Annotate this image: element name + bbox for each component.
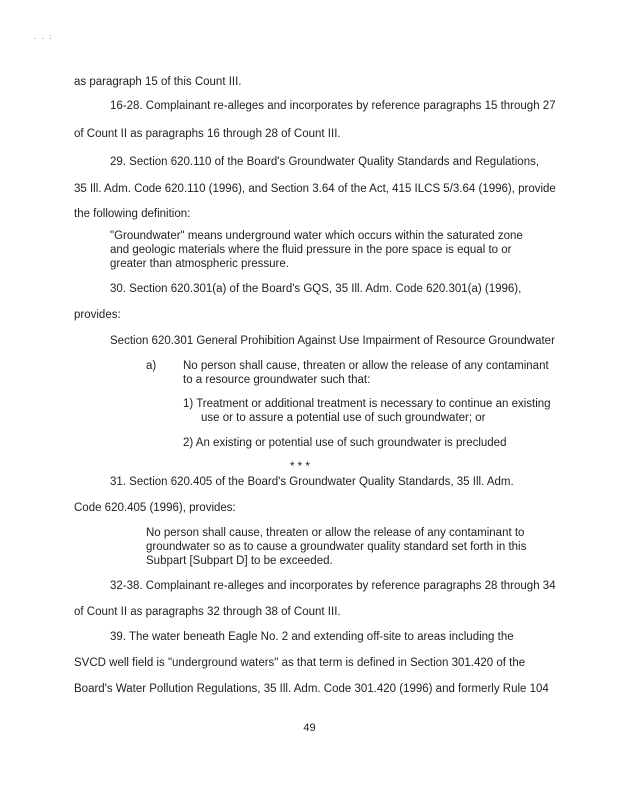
- text-line: use or to assure a potential use of such groundwater; or: [201, 412, 486, 424]
- corner-marks: . . :: [34, 34, 54, 41]
- text-line: provides:: [74, 309, 121, 321]
- text-line: 31. Section 620.405 of the Board's Groundwater Quality Standards, 35 Ill. Adm.: [110, 476, 514, 488]
- text-line: 30. Section 620.301(a) of the Board's GQS, 35 Ill. Adm. Code 620.301(a) (1996),: [110, 283, 522, 295]
- text-line: 32-38. Complainant re-alleges and incorporates by reference paragraphs 28 through 34: [110, 580, 556, 592]
- text-line: 1) Treatment or additional treatment is necessary to continue an existing: [183, 398, 551, 410]
- text-line: "Groundwater" means underground water which occurs within the saturated zone: [110, 230, 523, 242]
- text-line: SVCD well field is "underground waters" as that term is defined in Section 301.420 of the: [74, 657, 526, 669]
- text-line: Code 620.405 (1996), provides:: [74, 502, 236, 514]
- text-line: of Count II as paragraphs 16 through 28 of Count III.: [74, 128, 341, 140]
- text-line: greater than atmospheric pressure.: [110, 258, 289, 270]
- text-line: a): [146, 360, 157, 372]
- text-line: 35 Ill. Adm. Code 620.110 (1996), and Section 3.64 of the Act, 415 ILCS 5/3.64 (1996), provide: [74, 183, 556, 195]
- text-line: of Count II as paragraphs 32 through 38 of Count III.: [74, 606, 341, 618]
- text-line: Board's Water Pollution Regulations, 35 Ill. Adm. Code 301.420 (1996) and formerly Rule 104: [74, 683, 549, 695]
- page-number: 49: [303, 722, 316, 734]
- text-line: the following definition:: [74, 208, 191, 220]
- text-line: Section 620.301 General Prohibition Against Use Impairment of Resource Groundwater: [110, 335, 555, 347]
- text-line: 2) An existing or potential use of such groundwater is precluded: [183, 437, 507, 449]
- text-line: 39. The water beneath Eagle No. 2 and extending off-site to areas including the: [110, 631, 514, 643]
- text-line: as paragraph 15 of this Count III.: [74, 76, 242, 88]
- text-line: to a resource groundwater such that:: [183, 374, 371, 386]
- text-line: 29. Section 620.110 of the Board's Groundwater Quality Standards and Regulations,: [110, 156, 540, 168]
- text-line: Subpart [Subpart D] to be exceeded.: [146, 555, 333, 567]
- text-line: No person shall cause, threaten or allow the release of any contaminant: [183, 360, 549, 372]
- text-line: 16-28. Complainant re-alleges and incorporates by reference paragraphs 15 through 27: [110, 100, 556, 112]
- text-line: groundwater so as to cause a groundwater quality standard set forth in this: [146, 541, 527, 553]
- text-line: and geologic materials where the fluid pressure in the pore space is equal to or: [110, 244, 512, 256]
- text-line: No person shall cause, threaten or allow the release of any contaminant to: [146, 527, 525, 539]
- text-line: * * *: [290, 461, 310, 473]
